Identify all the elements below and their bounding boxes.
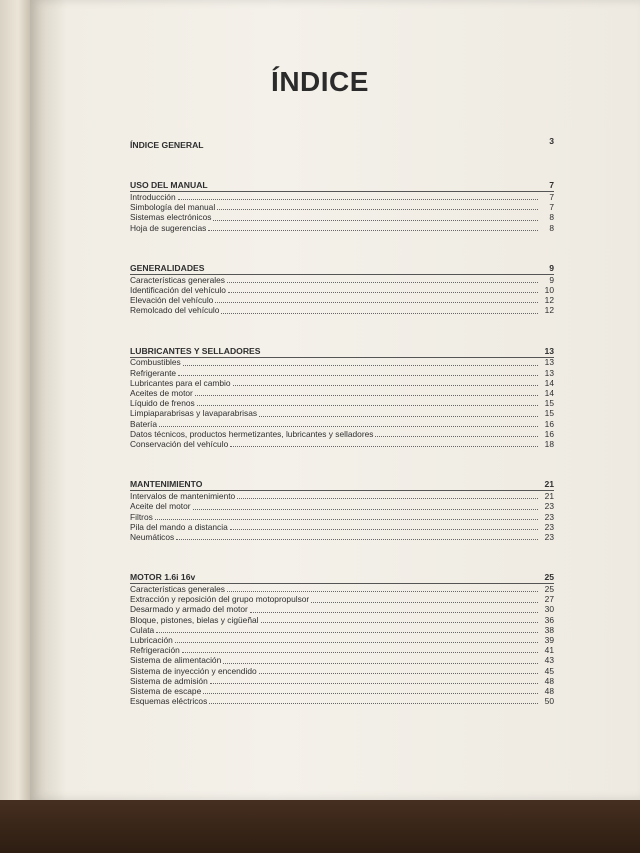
section-heading-label: USO DEL MANUAL (130, 180, 208, 190)
toc-entry-page: 18 (544, 438, 554, 449)
toc-entry-page: 7 (549, 202, 554, 213)
toc-section (130, 263, 554, 316)
dot-leader (227, 590, 538, 592)
toc-section (130, 346, 554, 450)
toc-entry-label: Culata (130, 624, 155, 635)
toc-entry (130, 295, 554, 305)
dot-leader (155, 518, 538, 520)
toc-entry (130, 594, 554, 604)
toc-entry-page: 45 (544, 665, 554, 676)
toc-entry-label: Sistemas electrónicos (130, 212, 212, 223)
dot-leader (176, 538, 538, 540)
toc-entry-label: Características generales (130, 584, 225, 595)
section-heading (130, 180, 554, 192)
section-heading-label: LUBRICANTES Y SELLADORES (130, 345, 261, 356)
toc-entry (130, 439, 554, 449)
toc-entry-label: Filtros (130, 511, 153, 522)
dot-leader (217, 208, 538, 210)
toc-entry-page: 38 (544, 624, 554, 635)
toc-entry-page: 48 (544, 675, 554, 686)
toc-entry (130, 605, 554, 615)
toc-entry-page: 14 (544, 388, 554, 399)
toc-entry-label: Conservación del vehículo (130, 438, 229, 449)
toc-entry-page: 39 (544, 635, 554, 646)
section-heading (130, 263, 554, 275)
left-page-edge (0, 0, 30, 800)
toc-entry-page: 23 (544, 521, 554, 532)
dot-leader (259, 672, 538, 674)
toc-entry-label: Intervalos de mantenimiento (130, 491, 236, 502)
toc-entry-page: 23 (544, 511, 554, 522)
toc-entry-label: Sistema de alimentación (130, 655, 222, 666)
dot-leader (233, 384, 538, 386)
section-heading-page: 13 (544, 345, 554, 356)
toc-entry-page: 7 (549, 191, 554, 202)
dot-leader (209, 702, 538, 704)
toc-entry (130, 429, 554, 439)
general-index-row (130, 136, 554, 150)
toc-entry-label: Batería (130, 418, 158, 429)
toc-entry-label: Introducción (130, 191, 176, 202)
toc-entry (130, 584, 554, 594)
toc-entry-page: 36 (544, 614, 554, 625)
toc-entry-label: Limpiaparabrisas y lavaparabrisas (130, 408, 258, 419)
dot-leader (230, 445, 538, 447)
dot-leader (228, 291, 538, 293)
toc-entry-label: Refrigerante (130, 367, 177, 378)
section-heading (130, 479, 554, 491)
section-heading-label: GENERALIDADES (130, 262, 205, 273)
dot-leader (175, 641, 538, 643)
toc-entry-page: 9 (549, 274, 554, 285)
dot-leader (203, 692, 538, 694)
toc-entry-label: Aceites de motor (130, 388, 193, 399)
dot-leader (178, 374, 538, 376)
dot-leader (375, 435, 538, 437)
dot-leader (159, 425, 538, 427)
toc-entry (130, 212, 554, 222)
toc-entry (130, 686, 554, 696)
toc-entry-page: 14 (544, 377, 554, 388)
section-heading-page: 25 (544, 572, 554, 583)
toc-entry (130, 625, 554, 635)
toc-entry-page: 23 (544, 501, 554, 512)
toc-entry-page: 25 (544, 584, 554, 595)
toc-entry-label: Lubricación (130, 635, 173, 646)
toc-section (130, 479, 554, 542)
dot-leader (259, 415, 538, 417)
toc-entry-label: Sistema de inyección y encendido (130, 665, 257, 676)
toc-entry-page: 16 (544, 428, 554, 439)
toc-entry-label: Sistema de escape (130, 685, 202, 696)
dot-leader (237, 497, 538, 499)
toc-entry (130, 285, 554, 295)
toc-entry-label: Combustibles (130, 357, 181, 368)
general-index-page: 3 (549, 136, 554, 146)
toc-entry-page: 21 (544, 491, 554, 502)
toc-entry (130, 192, 554, 202)
section-heading (130, 572, 554, 584)
toc-entry (130, 398, 554, 408)
dot-leader (311, 601, 538, 603)
toc-entry-label: Esquemas eléctricos (130, 696, 208, 707)
toc-entry-label: Identificación del vehículo (130, 284, 226, 295)
toc-entry (130, 491, 554, 501)
toc-entry (130, 419, 554, 429)
dot-leader (215, 301, 538, 303)
toc-entry (130, 512, 554, 522)
dot-leader (208, 229, 538, 231)
toc-entry-label: Bloque, pistones, bielas y cigüeñal (130, 614, 259, 625)
toc-entry-page: 23 (544, 531, 554, 542)
page-title: ÍNDICE (271, 66, 369, 97)
toc-entry-label: Refrigeración (130, 645, 180, 656)
dot-leader (227, 281, 538, 283)
toc-entry (130, 501, 554, 511)
toc-entry-page: 43 (544, 655, 554, 666)
section-heading-label: MANTENIMIENTO (130, 479, 203, 490)
toc-entry-label: Elevación del vehículo (130, 295, 214, 306)
toc-entry-label: Simbología del manual (130, 202, 216, 213)
toc-entry-page: 30 (544, 604, 554, 615)
toc-entry-page: 15 (544, 398, 554, 409)
toc-entry (130, 635, 554, 645)
toc-entry-page: 12 (544, 295, 554, 306)
toc-entry-page: 8 (549, 212, 554, 223)
toc-entry-page: 16 (544, 418, 554, 429)
toc-entry (130, 202, 554, 212)
toc-entry (130, 522, 554, 532)
toc-entry-page: 8 (549, 222, 554, 233)
toc-entry (130, 358, 554, 368)
toc-entry-label: Lubricantes para el cambio (130, 377, 231, 388)
toc-entry (130, 388, 554, 398)
toc-entry-label: Sistema de admisión (130, 675, 208, 686)
toc-entry-page: 12 (544, 305, 554, 316)
dot-leader (261, 621, 539, 623)
toc-entry-page: 10 (544, 284, 554, 295)
toc-entry (130, 696, 554, 706)
toc-entry-label: Características generales (130, 274, 225, 285)
dot-leader (195, 394, 538, 396)
toc-entry (130, 666, 554, 676)
toc-entry-label: Extracción y reposición del grupo motopropulsor (130, 594, 310, 605)
toc-section (130, 572, 554, 706)
toc-entry (130, 655, 554, 665)
toc-section (130, 180, 554, 233)
toc-entry (130, 408, 554, 418)
toc-entry-page: 15 (544, 408, 554, 419)
toc-entry-page: 13 (544, 367, 554, 378)
toc-entry-label: Desarmado y armado del motor (130, 604, 248, 615)
section-heading (130, 346, 554, 358)
toc-entry-label: Datos técnicos, productos hermetizantes, lubricantes y selladores (130, 428, 374, 439)
toc-entry-label: Remolcado del vehículo (130, 305, 220, 316)
toc-entry-page: 50 (544, 696, 554, 707)
dot-leader (182, 651, 538, 653)
toc-entry (130, 676, 554, 686)
toc-entry (130, 275, 554, 285)
section-heading-label: MOTOR 1.6i 16v (130, 572, 196, 583)
section-heading-page: 7 (549, 180, 554, 190)
dot-leader (213, 219, 538, 221)
dot-leader (156, 631, 538, 633)
dot-leader (223, 662, 538, 664)
toc-entry-page: 48 (544, 685, 554, 696)
toc-entry (130, 305, 554, 315)
toc-entry-page: 41 (544, 645, 554, 656)
toc-entry-label: Hoja de sugerencias (130, 222, 207, 233)
toc-entry (130, 615, 554, 625)
toc-entry (130, 368, 554, 378)
toc-entry-label: Líquido de frenos (130, 398, 195, 409)
general-index-label: ÍNDICE GENERAL (130, 140, 204, 150)
section-heading-page: 21 (544, 479, 554, 490)
toc-entry (130, 645, 554, 655)
table-of-contents (130, 136, 554, 736)
dot-leader (221, 312, 538, 314)
dot-leader (250, 611, 538, 613)
toc-entry-label: Neumáticos (130, 531, 175, 542)
toc-entry (130, 532, 554, 542)
dot-leader (230, 528, 538, 530)
toc-entry-page: 13 (544, 357, 554, 368)
toc-entry-label: Pila del mando a distancia (130, 521, 228, 532)
dot-leader (178, 198, 538, 200)
toc-entry-label: Aceite del motor (130, 501, 191, 512)
toc-entry (130, 378, 554, 388)
dot-leader (197, 404, 538, 406)
section-heading-page: 9 (549, 262, 554, 273)
dot-leader (210, 682, 538, 684)
dot-leader (193, 508, 538, 510)
toc-entry (130, 223, 554, 233)
dot-leader (183, 364, 538, 366)
toc-entry-page: 27 (544, 594, 554, 605)
